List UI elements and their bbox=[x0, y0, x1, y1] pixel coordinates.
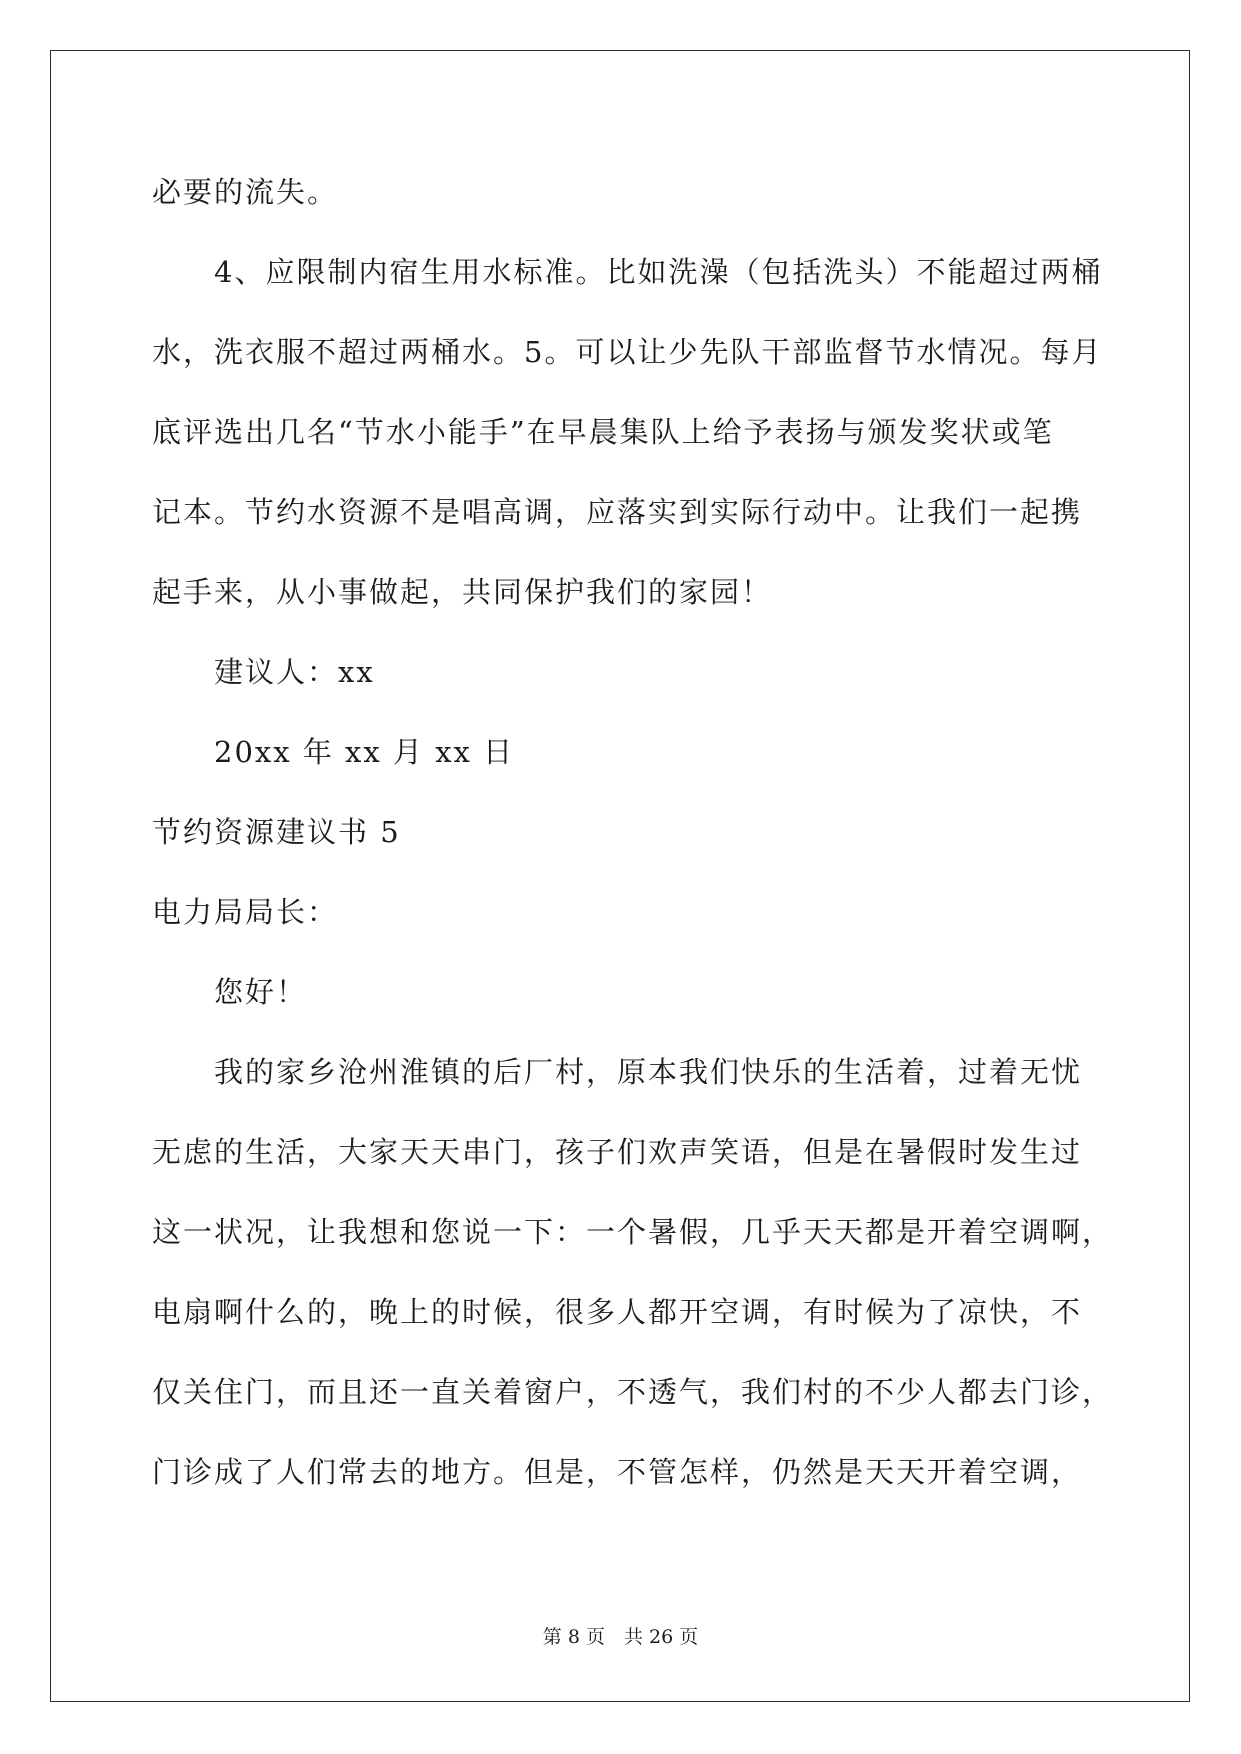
text-line: 水，洗衣服不超过两桶水。5。可以让少先队干部监督节水情况。每月 bbox=[152, 335, 1103, 369]
text-line: 电扇啊什么的，晚上的时候，很多人都开空调，有时候为了凉快，不 bbox=[152, 1295, 1083, 1329]
text-line: 我的家乡沧州淮镇的后厂村，原本我们快乐的生活着，过着无忧 bbox=[214, 1055, 1083, 1089]
text-line: 底评选出几名“节水小能手”在早晨集队上给予表扬与颁发奖状或笔 bbox=[152, 415, 1054, 449]
text-line: 仅关住门，而且还一直关着窗户，不透气，我们村的不少人都去门诊， bbox=[152, 1375, 1114, 1409]
salutation: 电力局局长： bbox=[152, 895, 339, 929]
date-line: 20xx 年 xx 月 xx 日 bbox=[214, 735, 515, 769]
text-line: 必要的流失。 bbox=[152, 175, 339, 209]
text-line: 起手来，从小事做起，共同保护我们的家园！ bbox=[152, 575, 773, 609]
text-line: 记本。节约水资源不是唱高调，应落实到实际行动中。让我们一起携 bbox=[152, 495, 1083, 529]
text-line: 门诊成了人们常去的地方。但是，不管怎样，仍然是天天开着空调， bbox=[152, 1455, 1083, 1489]
greeting: 您好！ bbox=[214, 975, 308, 1009]
text-line: 无虑的生活，大家天天串门，孩子们欢声笑语，但是在暑假时发生过 bbox=[152, 1135, 1083, 1169]
text-line: 4、应限制内宿生用水标准。比如洗澡（包括洗头）不能超过两桶 bbox=[214, 255, 1103, 289]
text-line: 这一状况，让我想和您说一下：一个暑假，几乎天天都是开着空调啊， bbox=[152, 1215, 1114, 1249]
page-number-footer: 第 8 页 共 26 页 bbox=[542, 1626, 699, 1648]
signature-line: 建议人：xx bbox=[214, 655, 375, 689]
section-title: 节约资源建议书 5 bbox=[152, 815, 401, 849]
